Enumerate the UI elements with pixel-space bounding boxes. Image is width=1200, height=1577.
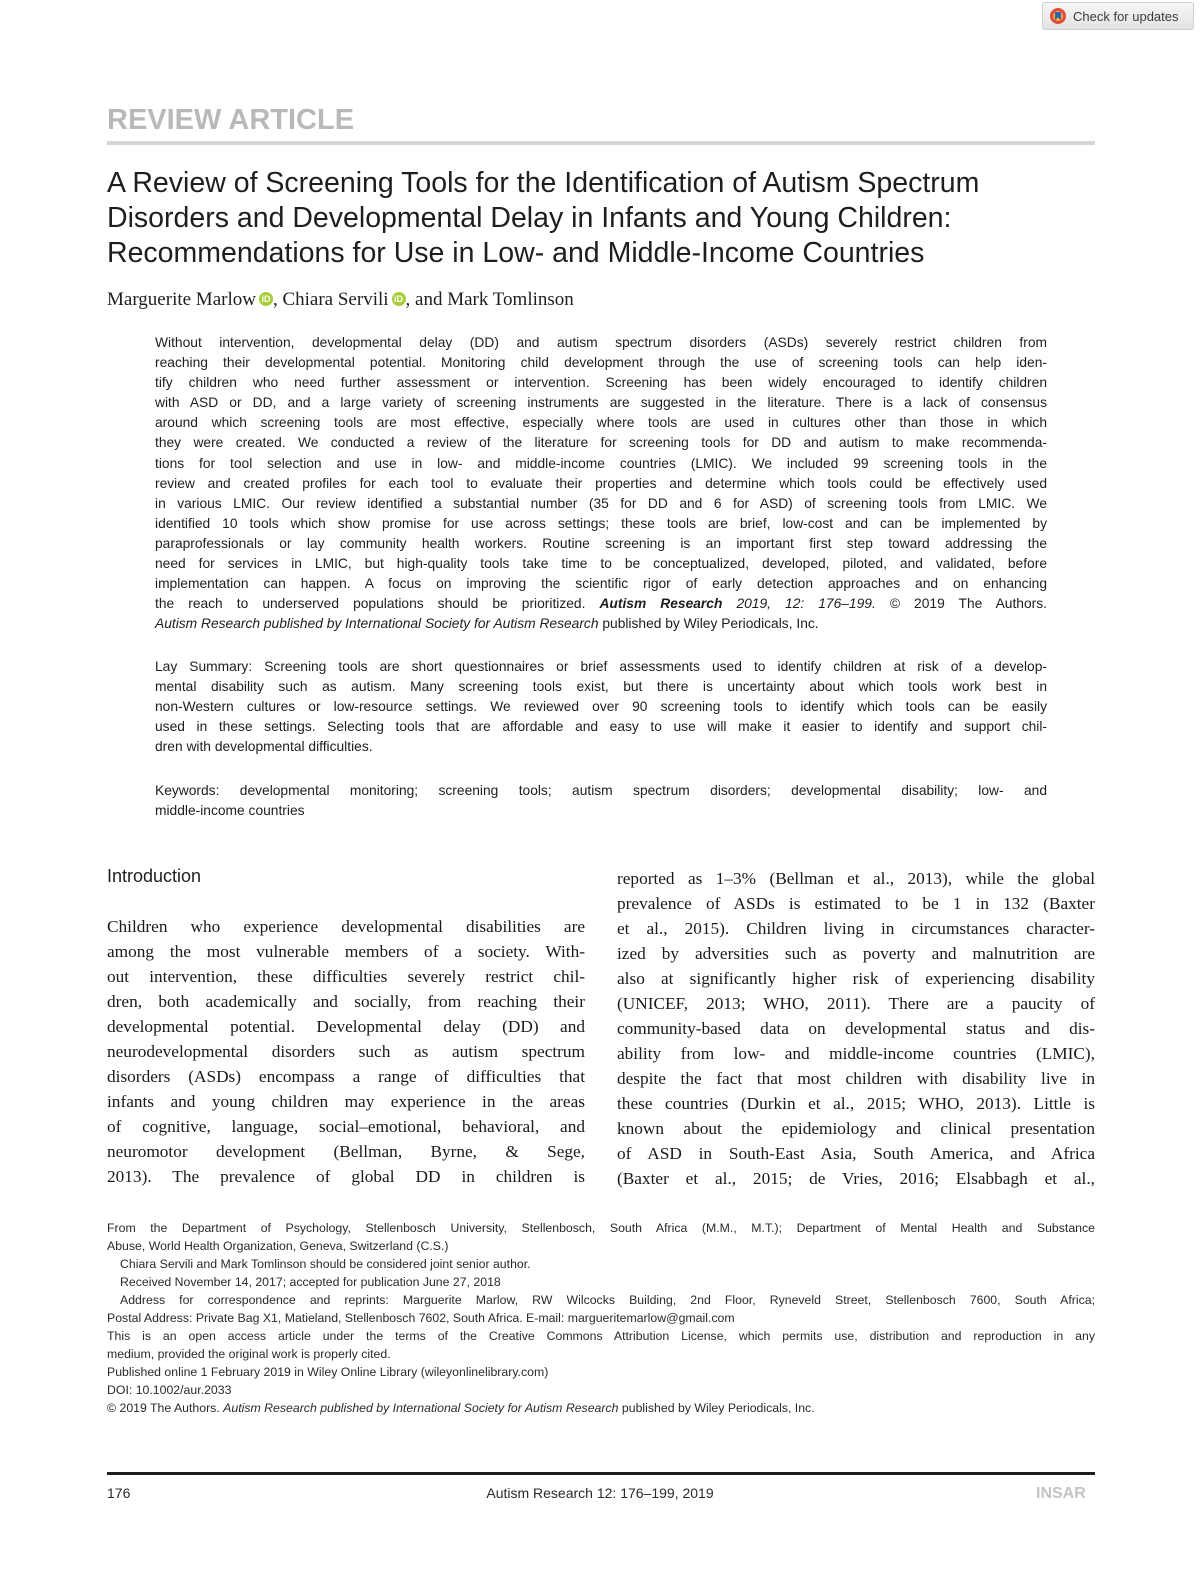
body-line: developmental potential. Developmental delay (DD) and xyxy=(107,1017,585,1036)
author-name: Marguerite Marlow xyxy=(107,289,256,310)
body-line: also at significantly higher risk of experiencing disability xyxy=(617,969,1095,988)
publisher-statement: Autism Research published by International Society for Autism Research xyxy=(155,616,599,632)
keywords xyxy=(155,781,1047,821)
correspondence-line: Address for correspondence and reprints: Marguerite Marlow, RW Wilcocks Building, 2nd Floor, Ryneveld Street, Stellenbosch 7600, South Africa; xyxy=(120,1293,1095,1307)
body-line: et al., 2015). Children living in circumstances character- xyxy=(617,919,1095,938)
abstract-line: Without intervention, developmental delay (DD) and autism spectrum disorders (ASDs) severely restrict children from xyxy=(155,335,1047,350)
abstract-line: around which screening tools are most effective, especially where tools are used in cultures other than those in which xyxy=(155,415,1047,431)
lay-summary-line: used in these settings. Selecting tools that are affordable and easy to use will make it easier to identify and support chil- xyxy=(155,719,1047,735)
footer-rule xyxy=(107,1472,1095,1475)
title-line: Disorders and Developmental Delay in Infants and Young Children: xyxy=(107,202,952,234)
copyright-line xyxy=(107,1399,1095,1417)
abstract-line: reaching their developmental potential. Monitoring child development through the use of screening tools can help iden- xyxy=(155,355,1047,371)
body-line: of cognitive, language, social–emotional, behavioral, and xyxy=(107,1117,585,1136)
body-line: dren, both academically and socially, from reaching their xyxy=(107,992,585,1011)
body-column-right xyxy=(617,866,1095,1191)
footnotes xyxy=(107,1219,1095,1417)
copyright-text: © 2019 The Authors. xyxy=(875,596,1047,612)
received-date: Received November 14, 2017; accepted for publication June 27, 2018 xyxy=(120,1275,501,1289)
abstract-line: paraprofessionals or lay community health workers. Routine screening is an important first step toward addressing the xyxy=(155,535,1047,551)
affiliation-line: From the Department of Psychology, Stellenbosch University, Stellenbosch, South Africa (M.M., M.T.); Department of Mental Health and Substance xyxy=(107,1221,1095,1235)
lay-summary-line: dren with developmental difficulties. xyxy=(155,739,373,755)
body-line: neuromotor development (Bellman, Byrne, & Sege, xyxy=(107,1142,585,1161)
abstract-line: with ASD or DD, and a large variety of screening instruments are suggested in the literature. There is a lack of consensus xyxy=(155,395,1047,411)
abstract-publisher-line xyxy=(155,614,1047,634)
abstract-citation-line xyxy=(155,594,1047,614)
abstract-line: review and created profiles for each tool to evaluate their properties and determine which tools could be effectively used xyxy=(155,475,1047,491)
body-line: 2013). The prevalence of global DD in children is xyxy=(107,1167,585,1186)
header-rule xyxy=(107,141,1095,145)
author-name: , and Mark Tomlinson xyxy=(405,289,574,310)
body-line: disorders (ASDs) encompass a range of difficulties that xyxy=(107,1067,585,1086)
affiliation-line: Abuse, World Health Organization, Geneva, Switzerland (C.S.) xyxy=(107,1239,449,1253)
check-for-updates-button[interactable] xyxy=(1042,2,1194,30)
body-line: (Baxter et al., 2015; de Vries, 2016; Elsabbagh et al., xyxy=(617,1169,1095,1188)
abstract-line: identified 10 tools which show promise for use across settings; these tools are brief, low-cost and can be implemented by xyxy=(155,515,1047,531)
body-line: infants and young children may experience in the areas xyxy=(107,1092,585,1111)
copyright-italic: Autism Research published by International Society for Autism Research xyxy=(223,1401,619,1415)
body-line: prevalence of ASDs is estimated to be 1 in 132 (Baxter xyxy=(617,894,1095,913)
abstract-line-lead: the reach to underserved populations should be prioritized. xyxy=(155,596,600,612)
journal-name: Autism Research xyxy=(599,596,723,612)
abstract-line: implementation can happen. A focus on improving the scientific rigor of early detection approaches and on enhancing xyxy=(155,576,1047,592)
body-line: among the most vulnerable members of a society. With- xyxy=(107,942,585,961)
author-name: , Chiara Servili xyxy=(272,289,389,310)
article-title xyxy=(107,166,1107,271)
abstract-line: tions for tool selection and use in low- and middle-income countries (LMIC). We included 99 screening tools in the xyxy=(155,455,1047,471)
body-line: these countries (Durkin et al., 2015; WHO, 2013). Little is xyxy=(617,1094,1095,1113)
open-access-line: medium, provided the original work is properly cited. xyxy=(107,1347,391,1361)
body-line: (UNICEF, 2013; WHO, 2011). There are a paucity of xyxy=(617,994,1095,1013)
abstract-line: tify children who need further assessment or intervention. Screening has been widely encouraged to identify children xyxy=(155,375,1047,391)
body-line: of ASD in South-East Asia, South America, and Africa xyxy=(617,1144,1095,1163)
open-access-line: This is an open access article under the terms of the Creative Commons Attribution License, which permits use, distribution and reproduction in any xyxy=(107,1329,1095,1343)
body-line: neurodevelopmental disorders such as autism spectrum xyxy=(107,1042,585,1061)
section-heading-introduction: Introduction xyxy=(107,866,202,886)
body-line: ability from low- and middle-income countries (LMIC), xyxy=(617,1044,1095,1063)
lay-summary-line: Lay Summary: Screening tools are short questionnaires or brief assessments used to identify children at risk of a develop- xyxy=(155,659,1047,674)
body-line: known about the epidemiology and clinical presentation xyxy=(617,1119,1095,1138)
publisher-logo: INSAR xyxy=(1036,1485,1086,1502)
lay-summary-line: non-Western cultures or low-resource settings. We reviewed over 90 screening tools to identify which tools can be easily xyxy=(155,699,1047,715)
abstract xyxy=(155,333,1047,634)
lay-summary xyxy=(155,657,1047,757)
title-line: Recommendations for Use in Low- and Middle-Income Countries xyxy=(107,237,925,269)
check-for-updates-label: Check for updates xyxy=(1073,8,1179,24)
joint-author-note: Chiara Servili and Mark Tomlinson should be considered joint senior author. xyxy=(120,1257,531,1271)
lay-summary-line: mental disability such as autism. Many screening tools exist, but there is uncertainty about which tools work best in xyxy=(155,679,1047,695)
copyright-lead: © 2019 The Authors. xyxy=(107,1401,224,1415)
author-list xyxy=(107,289,574,311)
journal-reference: Autism Research 12: 176–199, 2019 xyxy=(486,1485,714,1501)
orcid-icon[interactable]: iD xyxy=(259,292,273,306)
abstract-line: in various LMIC. Our review identified a substantial number (35 for DD and 6 for ASD) of screening tools from LMIC. We xyxy=(155,495,1047,511)
page-number: 176 xyxy=(107,1485,131,1501)
abstract-line: need for services in LMIC, but high-quality tools take time to be conceptualized, developed, piloted, and validated, before xyxy=(155,556,1047,572)
body-line: ized by adversities such as poverty and malnutrition are xyxy=(617,944,1095,963)
body-line: Children who experience developmental disabilities are xyxy=(107,917,585,936)
publisher-tail: published by Wiley Periodicals, Inc. xyxy=(598,616,819,632)
body-column-left xyxy=(107,914,585,1189)
published-online: Published online 1 February 2019 in Wiley Online Library (wileyonlinelibrary.com) xyxy=(107,1365,549,1379)
abstract-line: they were created. We conducted a review of the literature for screening tools for DD and autism to make recommenda- xyxy=(155,435,1047,451)
body-line: out intervention, these difficulties severely restrict chil- xyxy=(107,967,585,986)
article-type-label: REVIEW ARTICLE xyxy=(107,104,355,136)
keywords-line: middle-income countries xyxy=(155,803,305,819)
correspondence-line: Postal Address: Private Bag X1, Matieland, Stellenbosch 7602, South Africa. E-mail: margueritemarlow@gmail.com xyxy=(107,1311,735,1325)
copyright-tail: published by Wiley Periodicals, Inc. xyxy=(618,1401,815,1415)
doi: DOI: 10.1002/aur.2033 xyxy=(107,1383,232,1397)
keywords-line: Keywords: developmental monitoring; screening tools; autism spectrum disorders; developmental disability; low- and xyxy=(155,783,1047,798)
body-line: reported as 1–3% (Bellman et al., 2013), while the global xyxy=(617,869,1095,888)
orcid-icon[interactable]: iD xyxy=(392,292,406,306)
journal-citation: 2019, 12: 176–199. xyxy=(722,596,876,612)
title-line: A Review of Screening Tools for the Identification of Autism Spectrum xyxy=(107,167,980,199)
body-line: despite the fact that most children with disability live in xyxy=(617,1069,1095,1088)
body-line: community-based data on developmental status and dis- xyxy=(617,1019,1095,1038)
update-badge-icon xyxy=(1049,7,1067,25)
